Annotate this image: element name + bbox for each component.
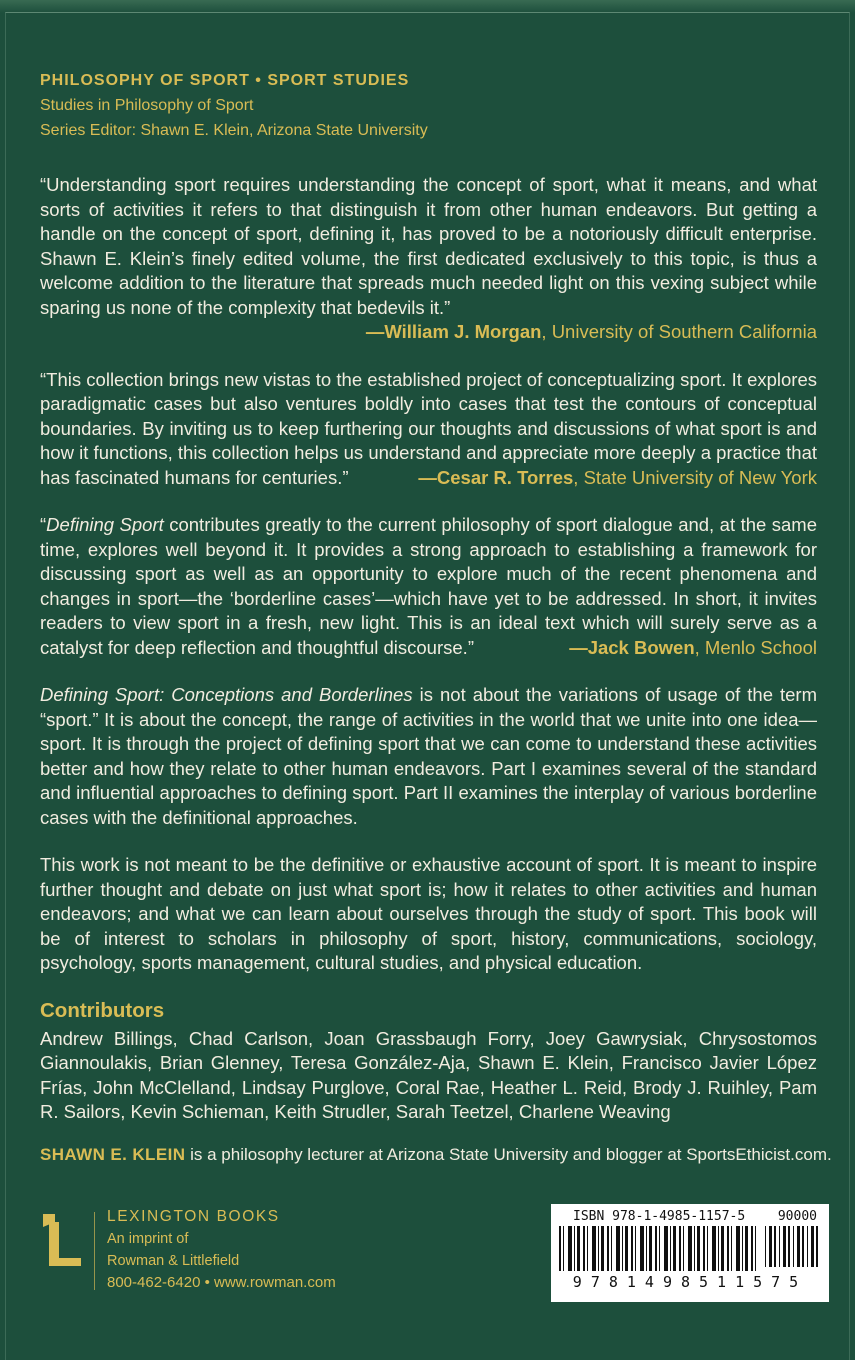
quote-attribution-3	[545, 636, 817, 661]
series-category: PHILOSOPHY OF SPORT • SPORT STUDIES	[40, 72, 410, 89]
publisher-divider	[94, 1212, 95, 1290]
reviewer-affiliation-3: , Menlo School	[694, 636, 817, 658]
review-quote-3-book-title: Defining Sport	[46, 514, 164, 535]
editor-name: SHAWN E. KLEIN	[40, 1144, 186, 1164]
barcode-addon-code: 90000	[777, 1209, 817, 1224]
book-title-italic: Defining Sport: Conceptions and Borderlines	[40, 684, 413, 705]
review-quote-3-open: “	[40, 514, 47, 535]
reviewer-name-2: —Cesar R. Torres	[418, 466, 574, 488]
cover-footer	[40, 1204, 829, 1302]
reviewer-affiliation-2: , State University of New York	[573, 466, 817, 488]
publisher-block	[40, 1204, 336, 1294]
reviewer-affiliation-1: , University of Southern California	[541, 321, 817, 342]
lexington-logo-icon	[40, 1204, 90, 1294]
book-description-2: This work is not meant to be the definitive or exhaustive account of sport. It is meant to inspire further thought and debate on just what sport is; how it relates to other activities and human endeavors; and what we can learn about ourselves through the study of sport. This book will be of interest to scholars in philosophy of sport, history, communications, sociology, psychology, sports management, cultural studies, and physical education.	[40, 854, 817, 973]
review-quote-2	[40, 368, 817, 491]
book-description-1-text: is not about the variations of usage of the term “sport.” It is about the concept, the range of activities in the world that we unite into one idea—sport. It is through the project of defining sport that we can come to understand these activities better and how they relate to other human endeavors. Part I examines several of the standard and influential approaches to defining sport. Part II examines the interplay of various borderline cases with the definitional approaches.	[40, 684, 817, 828]
publisher-imprint-line2: Rowman & Littlefield	[107, 1253, 240, 1269]
barcode-addon-bars-icon	[765, 1226, 821, 1267]
barcode	[551, 1204, 829, 1302]
review-quote-1-text: “Understanding sport requires understanding the concept of sport, what it means, and what sorts of activities it refers to that distinguish it from other human endeavors. But getting a handle on the concept of sport, defining it, has proved to be a notoriously difficult enterprise. Shawn E. Klein’s finely edited volume, the first dedicated exclusively to this topic, is thus a welcome addition to the literature that spreads much needed light on this vexing subject while sparing us none of the complexity that bedevils it.”	[40, 174, 817, 318]
reviewer-name-1: —William J. Morgan	[365, 321, 542, 342]
series-header	[40, 68, 817, 143]
contributors-heading: Contributors	[40, 998, 165, 1022]
review-quote-1	[40, 173, 817, 345]
isbn-text: ISBN 978-1-4985-1157-5	[573, 1209, 746, 1224]
barcode-bars-row	[559, 1226, 821, 1271]
publisher-name: LEXINGTON BOOKS	[107, 1208, 280, 1225]
publisher-text	[107, 1204, 336, 1294]
series-editor: Series Editor: Shawn E. Klein, Arizona State University	[40, 122, 428, 139]
quote-attribution-1	[342, 320, 817, 345]
barcode-header	[559, 1209, 821, 1224]
editor-bio	[40, 1144, 832, 1165]
book-description-1	[40, 683, 817, 830]
barcode-bars-icon	[559, 1226, 757, 1271]
review-quote-2-text: “This collection brings new vistas to the established project of conceptualizing sport. It explores paradigmatic cases but also ventures boldly into cases that test the contours of conceptual boundaries. By inviting us to keep furthering our thoughts and discussions of what sport is and how it functions, this collection helps us understand and appreciate more deeply a practice that has fascinated humans for centuries.”	[40, 368, 817, 488]
quote-attribution-2	[394, 466, 817, 491]
contributors-list: Andrew Billings, Chad Carlson, Joan Grassbaugh Forry, Joey Gawrysiak, Chrysostomos Giannoulakis, Brian Glenney, Teresa González-Aja, Shawn E. Klein, Francisco Javier López Frías, John McClelland, Lindsay Purglove, Coral Rae, Heather L. Reid, Brody J. Ruihley, Pam R. Sailors, Kevin Schieman, Keith Strudler, Sarah Teetzel, Charlene Weaving	[40, 1027, 817, 1122]
review-quote-3-text: contributes greatly to the current philosophy of sport dialogue and, at the same time, explores well beyond it. It provides a strong approach to establishing a framework for discussing sport as well as an opportunity to explore much of the recent phenomena and changes in sport—the ‘borderline cases’—which have yet to be addressed. In short, it invites readers to view sport in a fresh, new light. This is an ideal text which will surely serve as a catalyst for deep reflection and thoughtful discourse.”	[40, 514, 817, 658]
publisher-imprint-line1: An imprint of	[107, 1231, 189, 1247]
publisher-contact: 800-462-6420 • www.rowman.com	[107, 1274, 336, 1291]
review-quote-3	[40, 513, 817, 660]
series-title: Studies in Philosophy of Sport	[40, 97, 254, 114]
barcode-number: 9781498511575	[572, 1273, 808, 1291]
reviewer-name-3: —Jack Bowen	[569, 636, 695, 658]
editor-bio-text: is a philosophy lecturer at Arizona State University and blogger at SportsEthicist.com.	[185, 1144, 832, 1164]
